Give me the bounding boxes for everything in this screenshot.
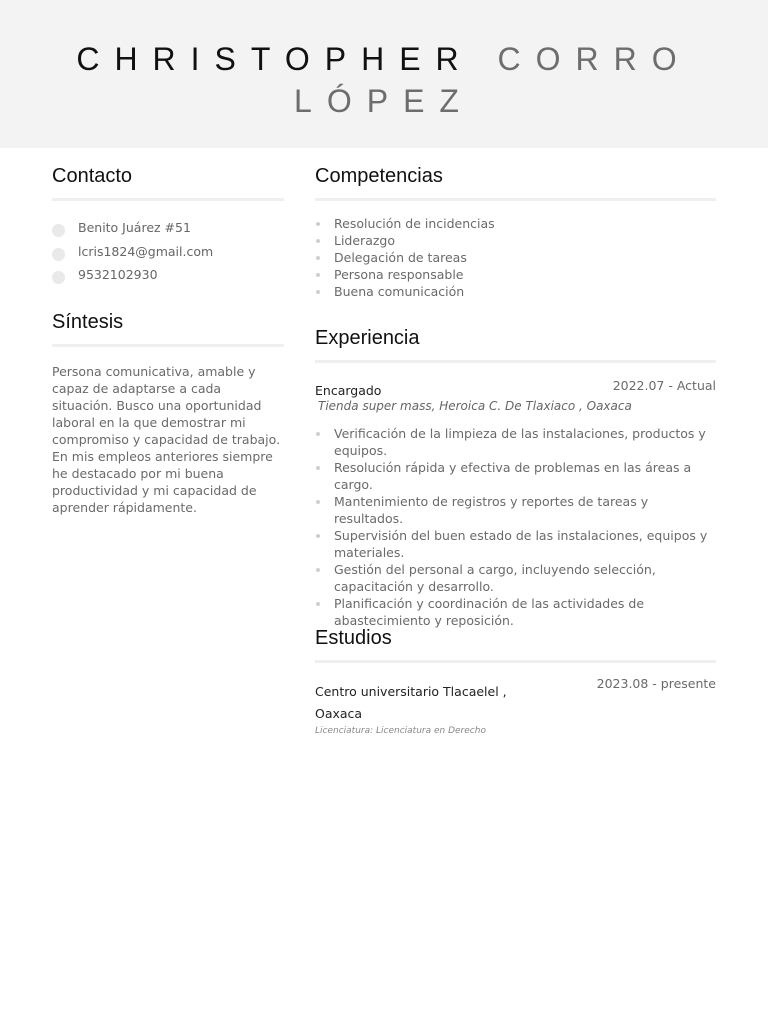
location-icon (52, 224, 65, 237)
education-degree: Licenciatura: Licenciatura en Derecho (315, 726, 486, 736)
job-position: Encargado (315, 383, 382, 398)
job-company: Tienda super mass, Heroica C. De Tlaxiaco , Oaxaca (318, 399, 632, 413)
contact-phone-text: 9532102930 (78, 267, 158, 282)
last-name: CORRO (497, 41, 692, 77)
contact-email[interactable] (52, 244, 284, 268)
last-name-second: LÓPEZ (294, 83, 474, 119)
section-divider (315, 660, 716, 663)
experience-section (315, 326, 716, 629)
job-header (315, 379, 716, 399)
job-task: Supervisión del buen estado de las instalaciones, equipos y materiales. (315, 527, 716, 561)
job-task: Verificación de la limpieza de las instalaciones, productos y equipos. (315, 425, 716, 459)
contact-section (52, 164, 284, 291)
skills-list (315, 215, 716, 300)
education-section (315, 626, 716, 736)
summary-text: Persona comunicativa, amable y capaz de adaptarse a cada situación. Busco una oportunidad laboral en la que demostrar mi compromiso y capacidad de trabajo. En mis empleos anteriores siempre he destacado por mi buena productividad y mi capacidad de aprender rápidamente. (52, 364, 281, 515)
skill-item: Persona responsable (315, 266, 716, 283)
contact-phone (52, 267, 284, 291)
email-icon (52, 248, 65, 261)
education-header (315, 676, 716, 725)
skill-item: Delegación de tareas (315, 249, 716, 266)
job-entry (315, 379, 716, 629)
skill-item: Resolución de incidencias (315, 215, 716, 232)
section-divider (315, 198, 716, 201)
job-task: Resolución rápida y efectiva de problemas en las áreas a cargo. (315, 459, 716, 493)
job-date: 2022.07 - Actual (612, 378, 716, 393)
contact-email-text[interactable]: lcris1824@gmail.com (78, 243, 214, 259)
job-task: Planificación y coordinación de las actividades de abastecimiento y reposición. (315, 595, 716, 629)
job-tasks (315, 425, 716, 629)
education-institution: Centro universitario Tlacaelel , Oaxaca (315, 684, 507, 721)
contact-list (52, 220, 284, 291)
first-name: CHRISTOPHER (76, 41, 474, 77)
summary-section (52, 310, 284, 516)
section-title-summary: Síntesis (52, 311, 124, 333)
skill-item: Buena comunicación (315, 283, 716, 300)
full-name (0, 38, 768, 122)
skills-section (315, 164, 716, 300)
section-divider (52, 198, 284, 201)
phone-icon (52, 271, 65, 284)
job-task: Mantenimiento de registros y reportes de tareas y resultados. (315, 493, 716, 527)
job-task: Gestión del personal a cargo, incluyendo selección, capacitación y desarrollo. (315, 561, 716, 595)
section-title-experience: Experiencia (315, 327, 420, 349)
education-date: 2023.08 - presente (596, 676, 716, 691)
section-divider (315, 360, 716, 363)
contact-address-text: Benito Juárez #51 (78, 220, 191, 235)
section-divider (52, 344, 284, 347)
section-title-education: Estudios (315, 627, 392, 649)
contact-address (52, 220, 284, 244)
skill-item: Liderazgo (315, 232, 716, 249)
resume-header (0, 0, 768, 148)
section-title-skills: Competencias (315, 165, 443, 187)
section-title-contact: Contacto (52, 165, 133, 187)
education-entry (315, 676, 716, 736)
